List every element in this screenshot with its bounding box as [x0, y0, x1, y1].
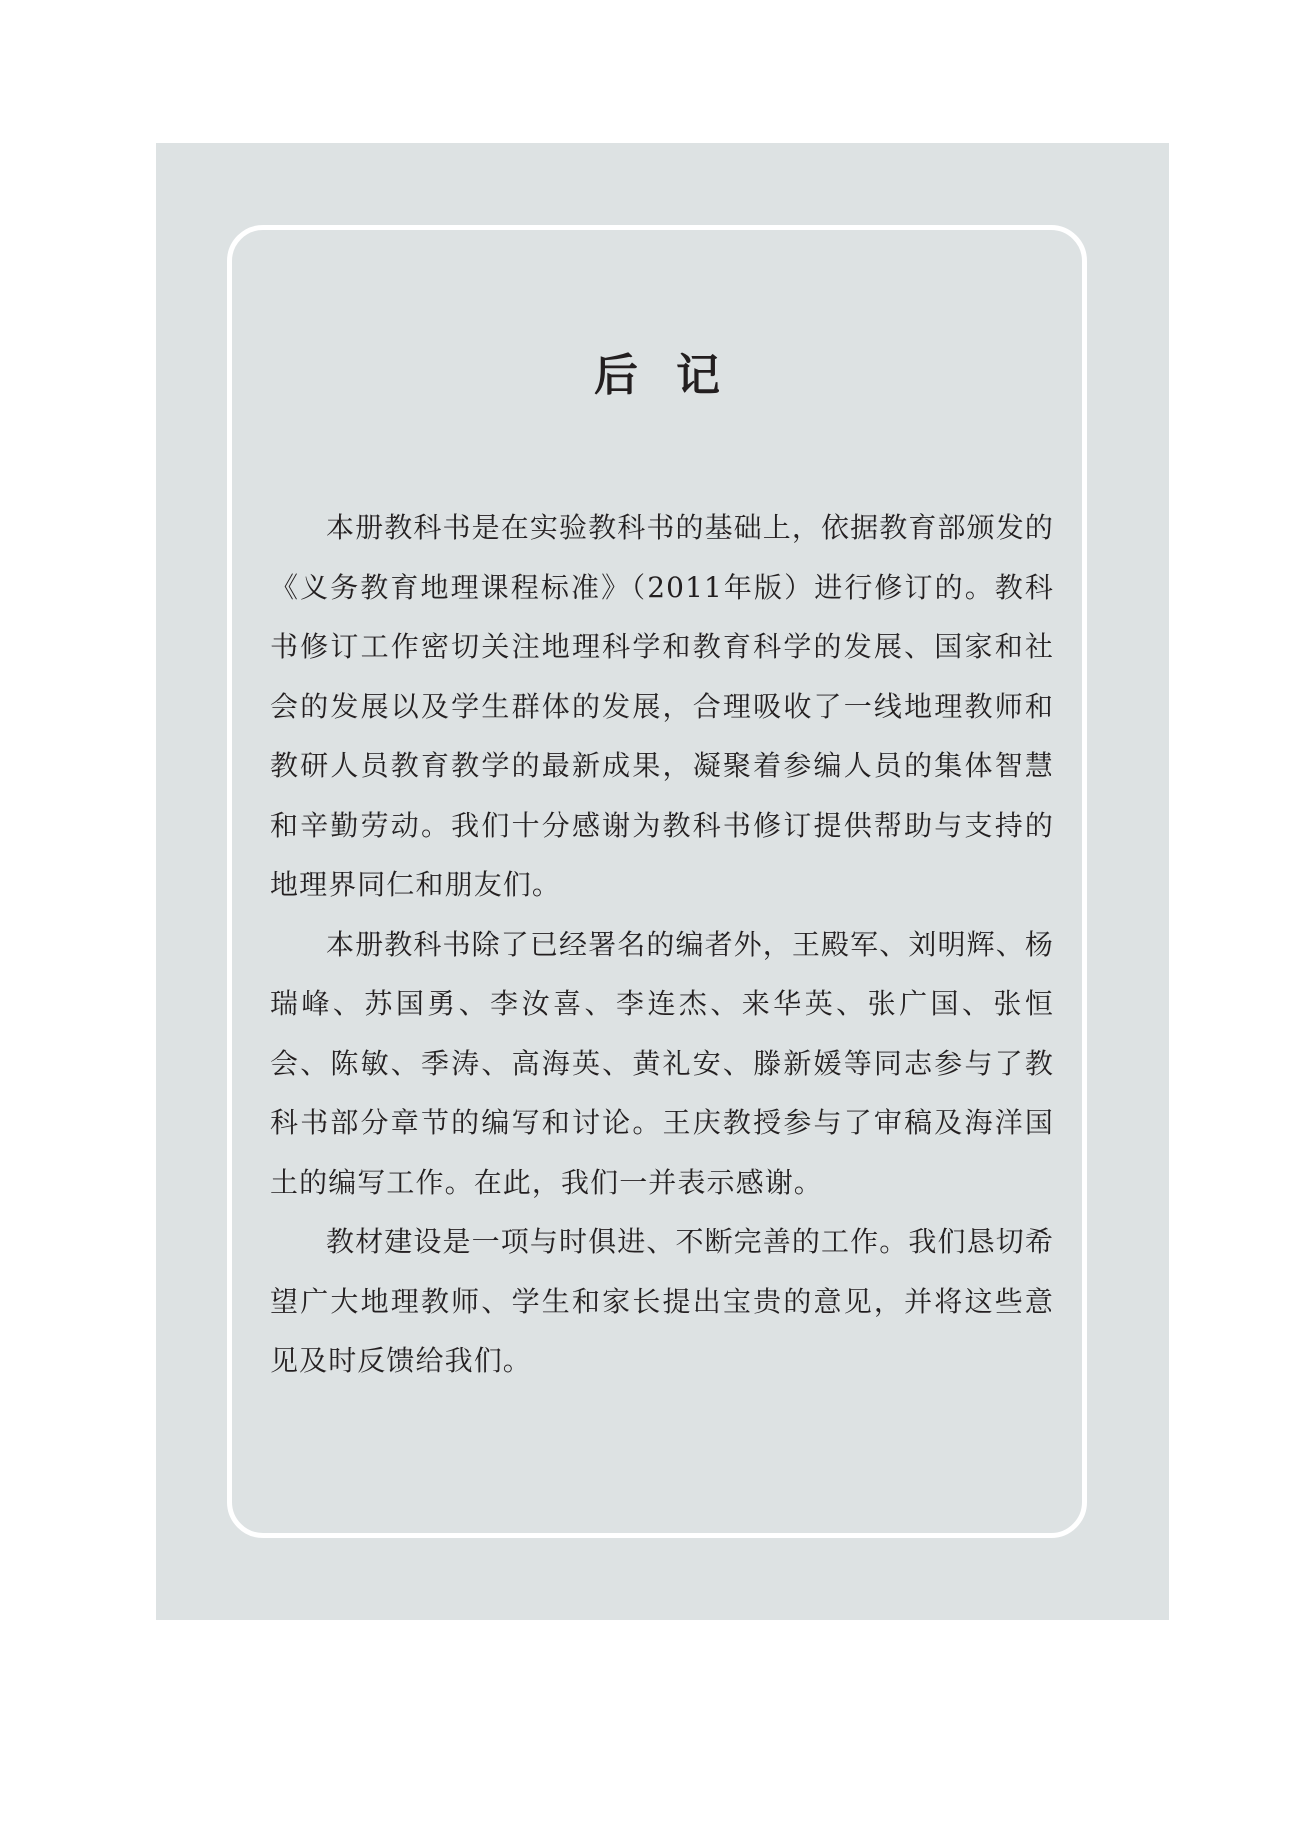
gray-panel [156, 143, 1169, 1620]
paragraph-1: 本册教科书是在实验教科书的基础上，依据教育部颁发的《义务教育地理课程标准》（2011年版）进行修订的。教科书修订工作密切关注地理科学和教育科学的发展、国家和社会的发展以及学生群体的发展，合理吸收了一线地理教师和教研人员教育教学的最新成果，凝聚着参编人员的集体智慧和辛勤劳动。我们十分感谢为教科书修订提供帮助与支持的地理界同仁和朋友们。 [270, 511, 1054, 901]
paragraph-3: 教材建设是一项与时俱进、不断完善的工作。我们恳切希望广大地理教师、学生和家长提出宝贵的意见，并将这些意见及时反馈给我们。 [270, 1225, 1054, 1377]
paragraph-2: 本册教科书除了已经署名的编者外，王殿军、刘明辉、杨瑞峰、苏国勇、李汝喜、李连杰、来华英、张广国、张恒会、陈敏、季涛、高海英、黄礼安、滕新媛等同志参与了教科书部分章节的编写和讨论。王庆教授参与了审稿及海洋国土的编写工作。在此，我们一并表示感谢。 [270, 927, 1054, 1199]
page-title: 后记 [594, 350, 758, 401]
afterword-body [270, 498, 1054, 1391]
rounded-frame [227, 225, 1087, 1538]
